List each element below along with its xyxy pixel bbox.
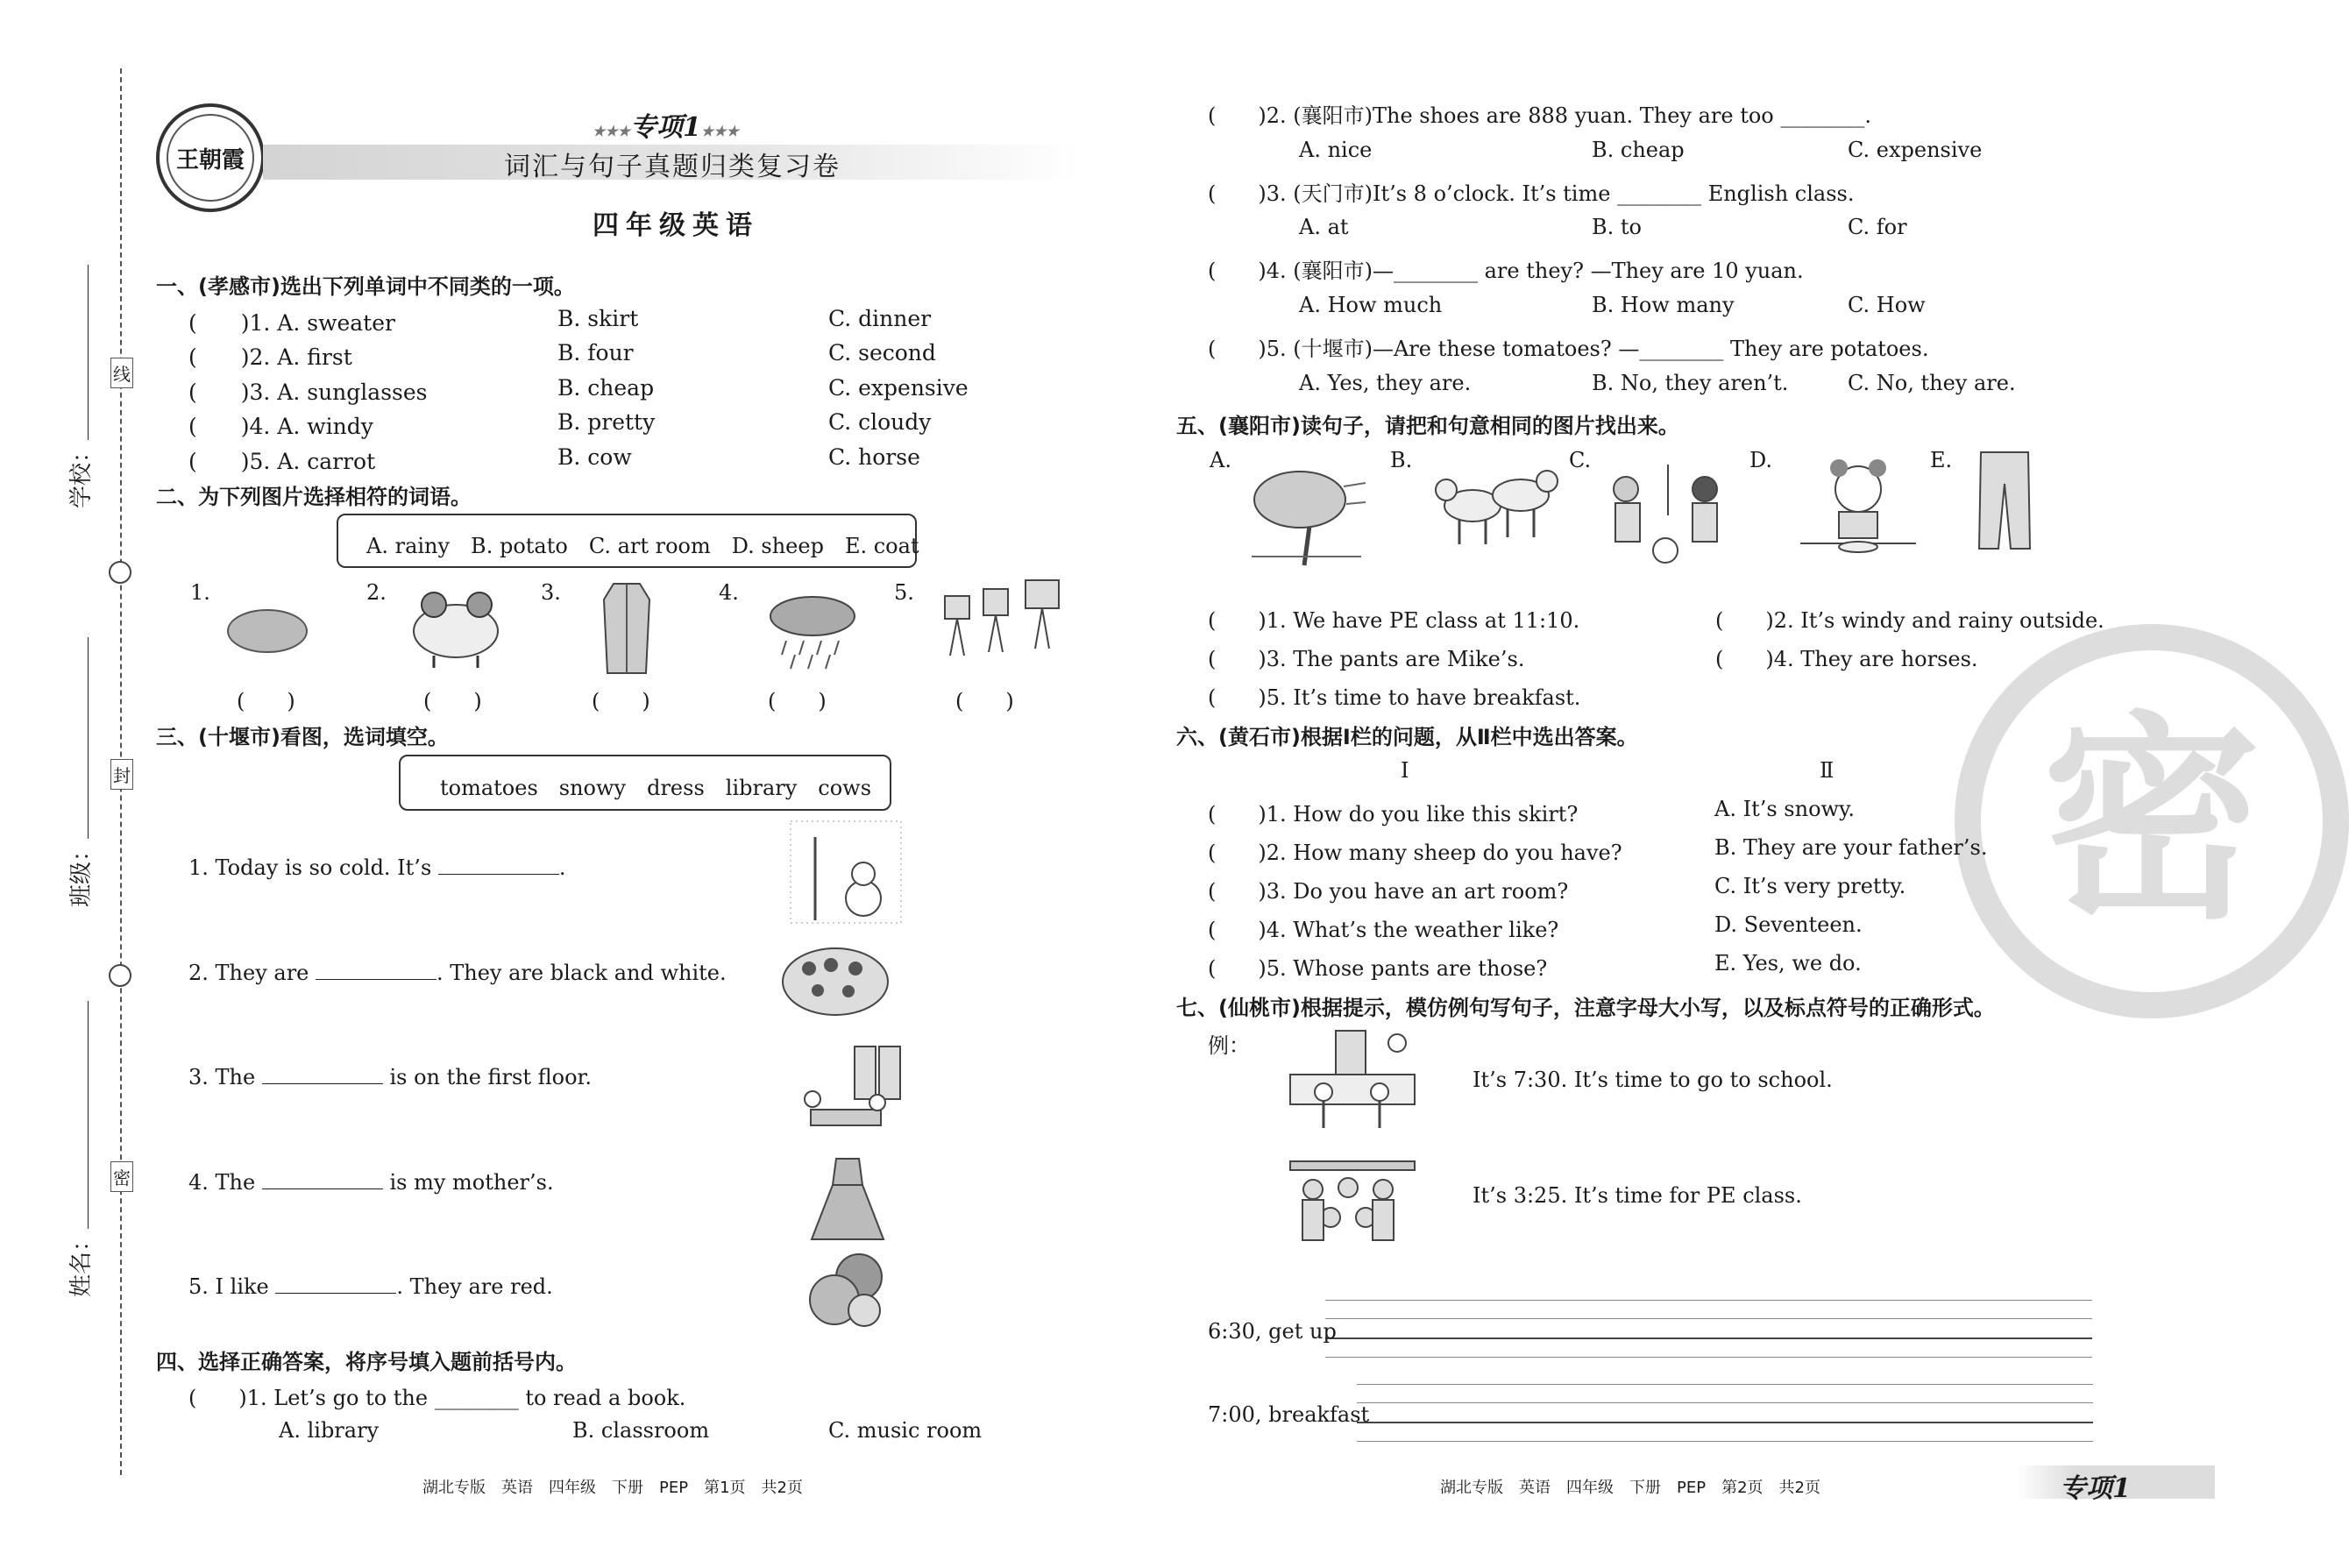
- prompt-1: 6:30, get up: [1208, 1319, 1337, 1344]
- pe-class-scene-icon: [1287, 1153, 1418, 1258]
- answer-bracket[interactable]: ( ): [592, 689, 650, 713]
- footer-right: 湖北专版 英语 四年级 下册 PEP 第2页 共2页: [1440, 1479, 1820, 1497]
- s1-option-c: C. dinner: [828, 306, 932, 331]
- brand-logo-text: 王朝霞: [175, 146, 245, 174]
- section3-heading: 三、(十堰市)看图，选词填空。: [156, 725, 449, 749]
- s1-option-b: B. cheap: [557, 375, 655, 401]
- writing-line: [1357, 1384, 2093, 1385]
- s4-q1-b: B. classroom: [572, 1418, 710, 1443]
- s6-answer: E. Yes, we do.: [1714, 951, 1862, 976]
- s4-q5-b: B. No, they aren’t.: [1592, 371, 1789, 395]
- s4-q4-b: B. How many: [1592, 293, 1735, 317]
- s4-q3-stem: ( )3. (天门市)It’s 8 o’clock. It’s time ________ English class.: [1208, 181, 1855, 206]
- breakfast-icon: [1797, 456, 1920, 559]
- picture-label: B.: [1390, 448, 1413, 472]
- side-label-dense: 密: [110, 1161, 133, 1192]
- cows-icon: [778, 942, 892, 1021]
- s6-question: ( )3. Do you have an art room?: [1208, 879, 1569, 904]
- s4-q1-a: A. library: [279, 1418, 380, 1443]
- s4-q1-stem: ( )1. Let’s go to the ________ to read a book.: [188, 1386, 686, 1410]
- ring-icon: [109, 964, 131, 987]
- section1-heading: 一、(孝感市)选出下列单词中不同类的一项。: [156, 274, 575, 299]
- name-field[interactable]: 姓名：: [63, 1001, 96, 1297]
- writing-line: [1325, 1318, 2092, 1319]
- school-field[interactable]: 学校：: [63, 265, 96, 508]
- horses-icon: [1429, 460, 1560, 548]
- dress-icon: [808, 1155, 887, 1243]
- school-scene-icon: [1287, 1027, 1418, 1137]
- s6-question: ( )1. How do you like this skirt?: [1208, 802, 1579, 827]
- s1-option-b: B. four: [557, 340, 634, 365]
- s4-q2-b: B. cheap: [1592, 138, 1685, 162]
- s6-question: ( )4. What’s the weather like?: [1208, 918, 1559, 942]
- s4-q5-stem: ( )5. (十堰市)—Are these tomatoes? —________ They are potatoes.: [1208, 337, 1929, 361]
- fill-item-5: 5. I like . They are red.: [188, 1274, 553, 1299]
- writing-line: [1325, 1300, 2092, 1301]
- s1-row-3: ( )3. A. sunglasses: [188, 380, 428, 405]
- writing-line: [1325, 1357, 2092, 1358]
- s1-option-c: C. horse: [828, 444, 920, 470]
- tomatoes-icon: [806, 1249, 894, 1330]
- s1-row-2: ( )2. A. first: [188, 344, 352, 370]
- brand-logo: [156, 103, 265, 212]
- answer-bracket[interactable]: ( ): [768, 689, 827, 713]
- picture-number: 2.: [366, 580, 387, 605]
- library-icon: [793, 1041, 903, 1142]
- s6-question: ( )2. How many sheep do you have?: [1208, 841, 1622, 865]
- s1-option-b: B. skirt: [557, 306, 639, 331]
- s1-option-c: C. cloudy: [828, 409, 932, 435]
- section5-heading: 五、(襄阳市)读句子，请把和句意相同的图片找出来。: [1176, 414, 1679, 438]
- fill-item-4: 4. The is my mother’s.: [188, 1170, 554, 1195]
- s6-answer: D. Seventeen.: [1714, 912, 1863, 937]
- s6-answer: A. It’s snowy.: [1714, 797, 1856, 821]
- s5-item-3: ( )3. The pants are Mike’s.: [1208, 647, 1525, 671]
- section2-heading: 二、为下列图片选择相符的词语。: [156, 485, 472, 509]
- blank-input[interactable]: [316, 979, 436, 980]
- coat-icon: [600, 578, 653, 677]
- s4-q5-a: A. Yes, they are.: [1299, 371, 1472, 395]
- picture-number: 5.: [894, 580, 914, 605]
- writing-line[interactable]: [1357, 1422, 2093, 1423]
- special-badge: ★★★专项1★★★: [593, 112, 739, 143]
- picture-number: 4.: [719, 580, 739, 605]
- s1-row-5: ( )5. A. carrot: [188, 449, 376, 474]
- pants-icon: [1974, 449, 2035, 552]
- picture-label: E.: [1930, 448, 1953, 472]
- side-label-seal: 封: [110, 759, 133, 790]
- s4-q5-c: C. No, they are.: [1848, 371, 2016, 395]
- section6-heading: 六、(黄石市)根据Ⅰ栏的问题，从Ⅱ栏中选出答案。: [1176, 725, 1638, 749]
- word-bank-text: A. rainy B. potato C. art room D. sheep E. coat: [366, 534, 919, 558]
- prompt-2: 7:00, breakfast: [1208, 1402, 1370, 1427]
- windy-tree-icon: [1243, 460, 1370, 570]
- picture-number: 3.: [541, 580, 561, 605]
- s1-option-b: B. pretty: [557, 409, 656, 435]
- word-bank-text-2: tomatoes snowy dress library cows: [440, 776, 872, 800]
- side-label-line: 线: [110, 358, 133, 388]
- s1-option-c: C. expensive: [828, 375, 969, 401]
- watermark-text: 密: [2042, 693, 2261, 948]
- s1-row-4: ( )4. A. windy: [188, 414, 373, 439]
- footer-left: 湖北专版 英语 四年级 下册 PEP 第1页 共2页: [422, 1479, 803, 1497]
- page-subtitle: 四年级英语: [593, 210, 759, 241]
- ring-icon: [109, 561, 131, 584]
- s1-row-1: ( )1. A. sweater: [188, 310, 395, 336]
- answer-bracket[interactable]: ( ): [237, 689, 295, 713]
- fill-item-2: 2. They are . They are black and white.: [188, 961, 727, 985]
- column-2-header: Ⅱ: [1820, 758, 1834, 783]
- writing-line: [1357, 1441, 2093, 1442]
- s5-item-5: ( )5. It’s time to have breakfast.: [1208, 685, 1581, 710]
- example-label: 例：: [1208, 1033, 1250, 1058]
- s4-q2-c: C. expensive: [1848, 138, 1983, 162]
- section4-heading: 四、选择正确答案，将序号填入题前括号内。: [156, 1350, 577, 1374]
- s1-option-c: C. second: [828, 340, 936, 365]
- rain-cloud-icon: [764, 592, 861, 670]
- example-sentence-2: It’s 3:25. It’s time for PE class.: [1473, 1183, 1802, 1208]
- pe-class-icon: [1600, 463, 1740, 568]
- s5-item-1: ( )1. We have PE class at 11:10.: [1208, 608, 1580, 633]
- s4-q3-a: A. at: [1299, 215, 1349, 239]
- fill-item-3: 3. The is on the first floor.: [188, 1065, 592, 1089]
- column-1-header: Ⅰ: [1401, 758, 1409, 783]
- potato-icon: [224, 605, 311, 657]
- s4-q2-a: A. nice: [1299, 138, 1373, 162]
- s4-q4-stem: ( )4. (襄阳市)—________ are they? —They are 10 yuan.: [1208, 259, 1804, 283]
- picture-label: C.: [1569, 448, 1592, 472]
- picture-label: D.: [1749, 448, 1773, 472]
- class-field[interactable]: 班级：: [63, 637, 96, 907]
- s5-item-2: ( )2. It’s windy and rainy outside.: [1715, 608, 2104, 633]
- blank-input[interactable]: [262, 1083, 383, 1084]
- s6-answer: C. It’s very pretty.: [1714, 874, 1906, 898]
- answer-bracket[interactable]: ( ): [423, 689, 482, 713]
- example-sentence-1: It’s 7:30. It’s time to go to school.: [1473, 1068, 1833, 1092]
- writing-line: [1357, 1402, 2093, 1403]
- writing-line[interactable]: [1325, 1337, 2092, 1339]
- s4-q3-b: B. to: [1592, 215, 1642, 239]
- s6-question: ( )5. Whose pants are those?: [1208, 956, 1548, 981]
- picture-number: 1.: [190, 580, 210, 605]
- fill-item-1: 1. Today is so cold. It’s .: [188, 855, 566, 880]
- sheep-icon: [399, 585, 513, 670]
- snowman-icon: [789, 819, 903, 925]
- s5-item-4: ( )4. They are horses.: [1715, 647, 1978, 671]
- s4-q4-a: A. How much: [1299, 293, 1443, 317]
- watermark-seal: [1955, 624, 2349, 1018]
- s6-answer: B. They are your father’s.: [1714, 835, 1988, 860]
- s4-q2-stem: ( )2. (襄阳市)The shoes are 888 yuan. They are too ________.: [1208, 103, 1872, 128]
- section7-heading: 七、(仙桃市)根据提示，模仿例句写句子，注意字母大小写，以及标点符号的正确形式。: [1176, 996, 1995, 1020]
- answer-bracket[interactable]: ( ): [955, 689, 1014, 713]
- s1-option-b: B. cow: [557, 444, 632, 470]
- picture-label: A.: [1210, 448, 1231, 472]
- blank-input[interactable]: [275, 1293, 396, 1294]
- s4-q4-c: C. How: [1848, 293, 1926, 317]
- blank-input[interactable]: [262, 1188, 383, 1189]
- footer-tag: 专项1: [2060, 1473, 2131, 1504]
- blank-input[interactable]: [438, 874, 559, 875]
- s4-q1-c: C. music room: [828, 1418, 983, 1443]
- art-room-icon: [938, 578, 1069, 659]
- s4-q3-c: C. for: [1848, 215, 1907, 239]
- page-title: 词汇与句子真题归类复习卷: [504, 152, 841, 182]
